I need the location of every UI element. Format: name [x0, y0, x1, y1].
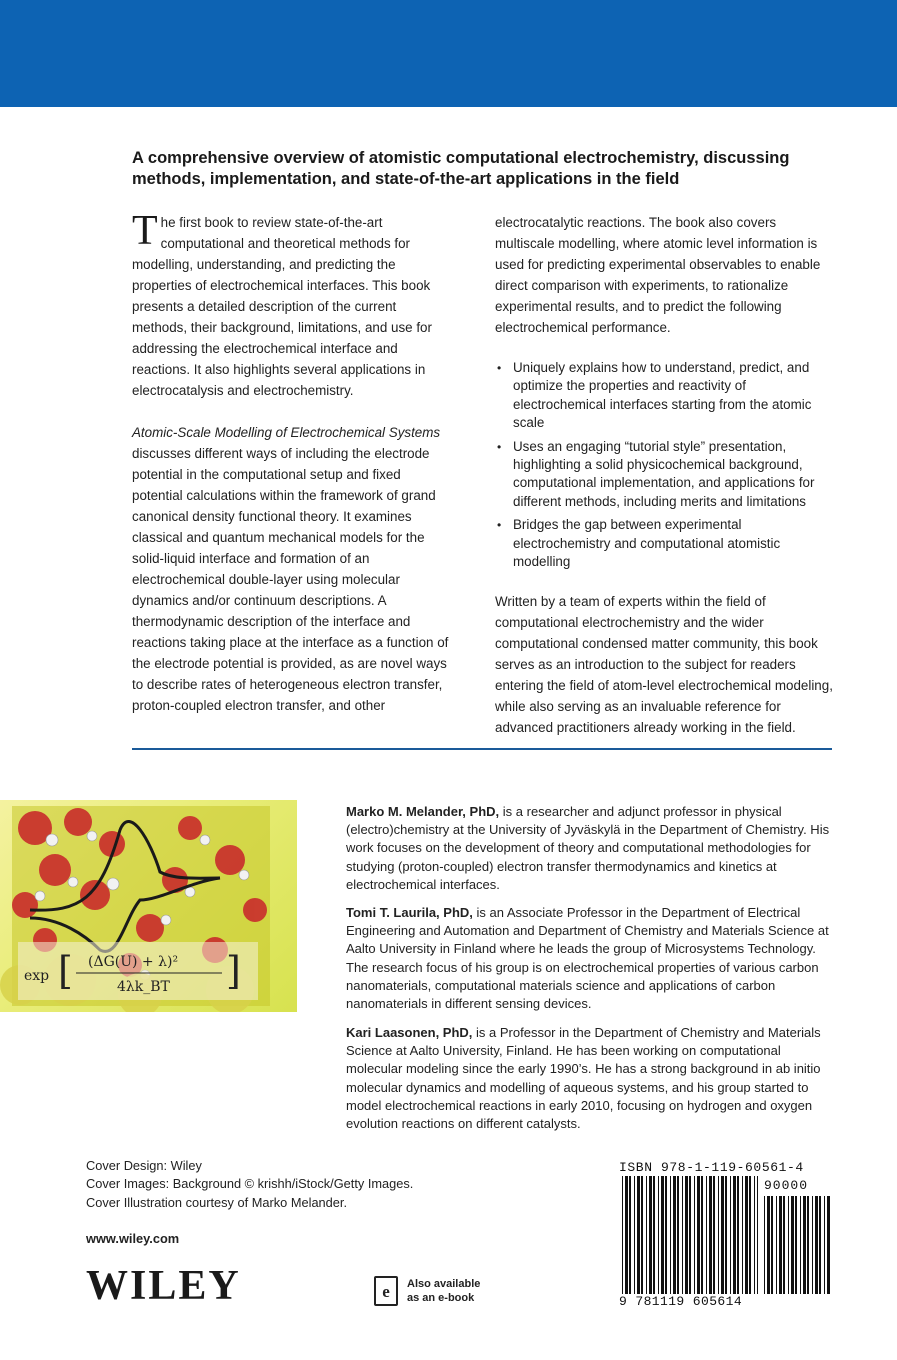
ebook-label-line1: Also available	[407, 1278, 481, 1290]
feature-bullet	[495, 516, 835, 571]
section-divider	[132, 748, 832, 750]
cover-credits	[86, 1157, 416, 1212]
barcode-digits: 9 781119 605614	[619, 1294, 743, 1309]
feature-bullet	[495, 438, 835, 512]
author-bio	[346, 803, 834, 894]
continuation-paragraph: electrocatalytic reactions. The book also covers multiscale modelling, where atomic level information is used for predicting experimental observables to enable direct comparison with experiments, to rationalize experimental results, and to predict the following electrochemical performance.	[495, 215, 821, 335]
feature-bullet-text: Uniquely explains how to understand, predict, and optimize the properties and reactivity of electrochemical interfaces starting from the atomic scale	[513, 360, 812, 431]
scope-paragraph	[132, 422, 454, 716]
feature-bullet-text: Uses an engaging “tutorial style” presentation, highlighting a solid physicochemical background, computational implementation, and applications for different methods, including merits and limitations	[513, 438, 815, 509]
author-bio-text: is a researcher and adjunct professor in physical (electro)chemistry at the University of Jyväskylä in the Department of Chemistry. His work focuses on the development of theory and computational methodologies for studying (proton-coupled) electron transfer thermodynamics and kinetics at electrochemical interfaces.	[346, 804, 830, 892]
description-left-column	[132, 208, 454, 737]
price-code: 90000	[764, 1178, 809, 1193]
formula-right-bracket: ]	[226, 949, 241, 993]
closing-paragraph: Written by a team of experts within the field of computational electrochemistry and the wider computational condensed matter community, this book serves as an introduction to the subject for readers entering the field of atom-level electrochemical modeling, while also serving as an invaluable reference for advanced practitioners already working in the field.	[495, 594, 833, 736]
intro-text: he first book to review state-of-the-art computational and theoretical methods for modelling, understanding, and predicting the properties of electrochemical interfaces. This book presents a detailed description of the current methods, their background, limitations, and use for addressing the electrochemical interface and reactions. It also highlights several applications in electrocatalysis and electrochemistry.	[132, 215, 432, 398]
author-name: Tomi T. Laurila, PhD,	[346, 905, 473, 920]
formula-numerator: (ΔG(U) + λ)²	[88, 954, 179, 970]
feature-bullet	[495, 359, 835, 433]
author-name: Marko M. Melander, PhD,	[346, 804, 500, 819]
author-bio	[346, 904, 834, 1013]
formula-denominator: 4λk_BT	[117, 979, 170, 995]
ebook-label-line2: as an e-book	[407, 1292, 475, 1304]
cover-illustration	[0, 800, 297, 1012]
scope-text: discusses different ways of including the electrode potential in the computational setup and fixed potential calculations within the framework of grand canonical density functional theory. It examines classical and quantum mechanical models for the solid-liquid interface and formation of an electrochemical double-layer using molecular dynamics and/or continuum descriptions. A thermodynamic description of the interface and reactions taking place at the interface as a function of the electrode potential is provided, as are novel ways to describe rates of heterogeneous electron transfer, proton-coupled electron transfer, and other	[132, 446, 449, 713]
description-right-column	[495, 212, 835, 759]
formula-exp: exp	[24, 968, 50, 984]
cover-design-credit: Cover Design: Wiley	[86, 1158, 202, 1173]
ebook-label	[407, 1277, 480, 1305]
barcode-addon-icon	[764, 1196, 830, 1294]
bullet-icon: •	[497, 518, 502, 533]
publisher-website: www.wiley.com	[86, 1231, 180, 1246]
headline: A comprehensive overview of atomistic computational electrochemistry, discussing methods, implementation, and state-of-the-art applications in the field	[132, 149, 790, 188]
book-title-italic: Atomic-Scale Modelling of Electrochemical Systems	[132, 425, 441, 440]
author-name: Kari Laasonen, PhD,	[346, 1025, 473, 1040]
isbn-number: ISBN 978-1-119-60561-4	[619, 1160, 804, 1175]
intro-paragraph	[132, 208, 454, 401]
ebook-availability	[374, 1276, 514, 1310]
author-bio-text: is a Professor in the Department of Chemistry and Materials Science at Aalto University, Finland. He has been working on computational molecular modeling since the early 1990’s. He has a strong background in ab initio molecular dynamics and modelling of aqueous systems, and his group started to model electrochemical reactions in early 2010, focusing on hydrogen and oxygen evolution reactions on different catalysts.	[346, 1025, 821, 1132]
formula-left-bracket: [	[58, 949, 73, 993]
ebook-icon: e	[374, 1276, 398, 1306]
feature-bullet-list	[495, 359, 835, 571]
author-bio	[346, 1024, 834, 1133]
top-color-band	[0, 0, 897, 107]
bullet-icon: •	[497, 439, 502, 454]
feature-bullet-text: Bridges the gap between experimental electrochemistry and computational atomistic modelling	[513, 517, 781, 570]
molecular-illustration-icon	[0, 800, 297, 1012]
dropcap-letter: T	[132, 208, 158, 254]
bullet-icon: •	[497, 361, 502, 375]
author-bio-text: is an Associate Professor in the Department of Electrical Engineering and Automation and Department of Chemistry and Materials Science at Aalto University in Finland where he leads the group of Microsystems Technology. The research focus of his group is on electrochemical properties of various carbon nanomaterials, computational materials science and applications of carbon nanomaterials in different sensing devices.	[346, 905, 829, 1012]
cover-images-credit: Cover Images: Background © krishh/iStock/Getty Images. Cover Illustration courtesy of Marko Melander.	[86, 1176, 414, 1210]
publisher-logo: WILEY	[86, 1263, 241, 1309]
barcode-icon	[622, 1176, 758, 1294]
